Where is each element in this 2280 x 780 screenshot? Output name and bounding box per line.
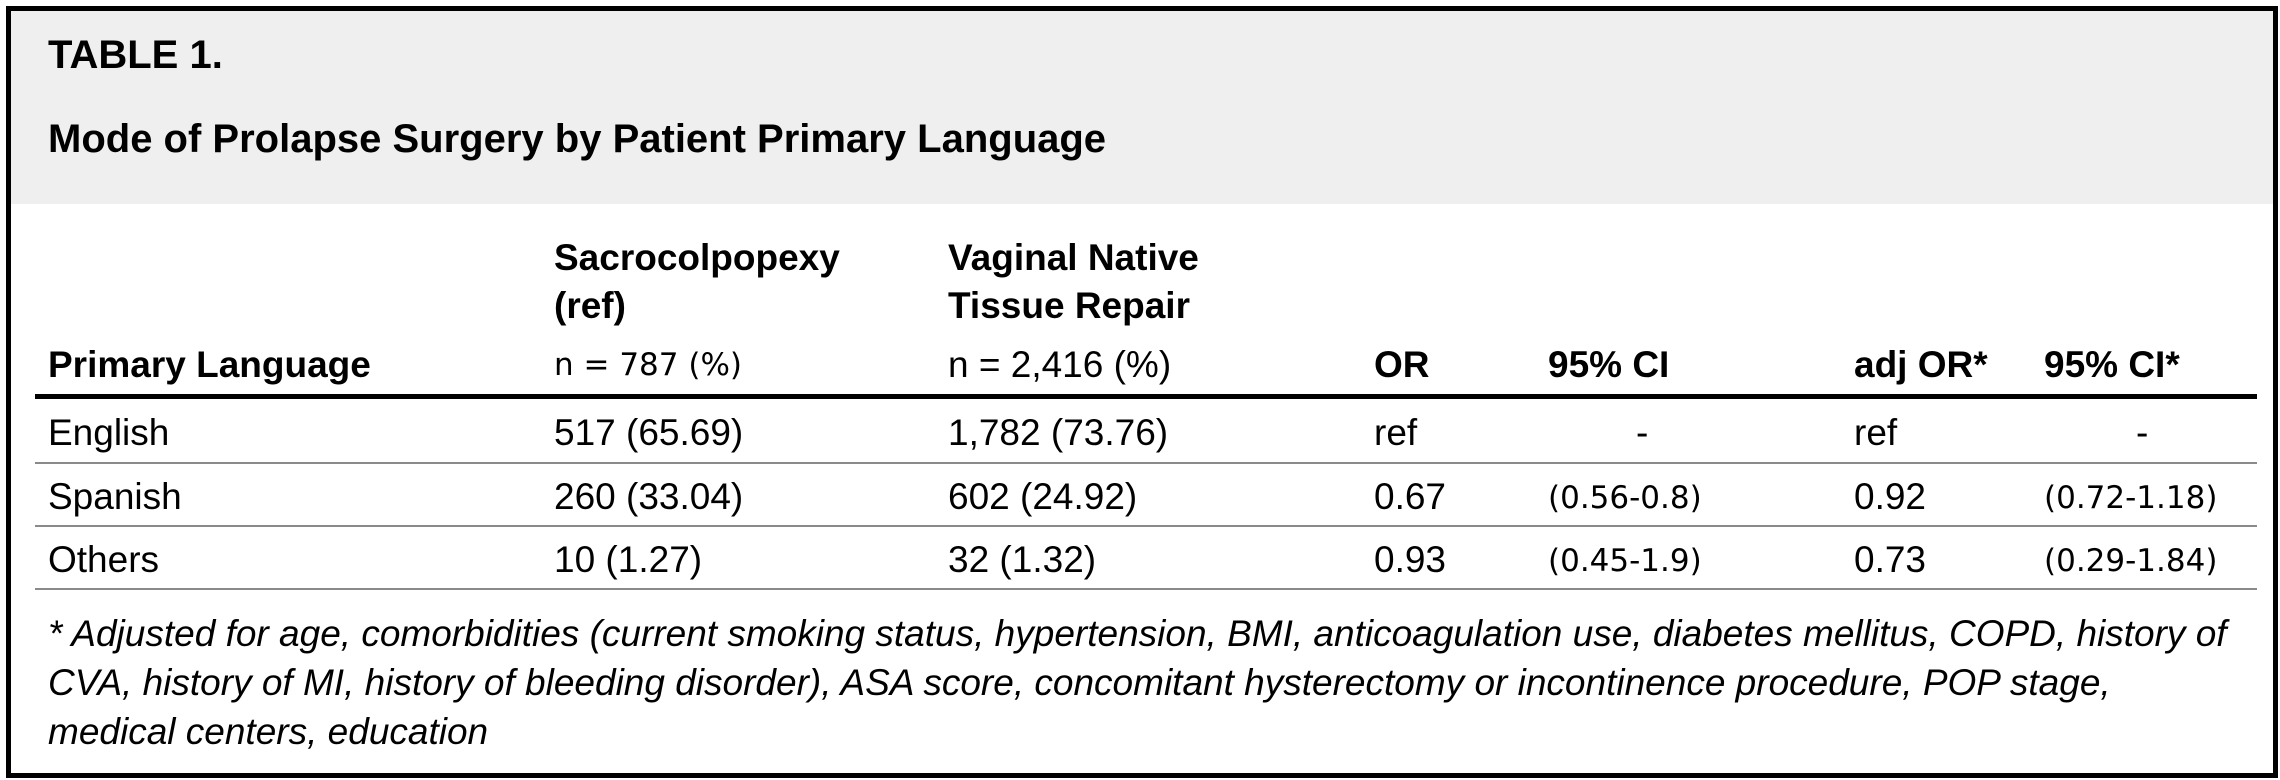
row-english-language: English xyxy=(48,412,170,453)
row-others-adj-ci: (0.29-1.84) xyxy=(2044,543,2218,579)
row-divider xyxy=(35,588,2257,590)
row-others-ci: (0.45-1.9) xyxy=(1548,543,1702,579)
row-spanish-sacro: 260 (33.04) xyxy=(554,476,744,517)
row-others-sacro: 10 (1.27) xyxy=(554,539,703,580)
row-divider xyxy=(35,525,2257,527)
row-english-or: ref xyxy=(1374,412,1418,453)
table-footnote: * Adjusted for age, comorbidities (current smoking status, hypertension, BMI, anticoagulation use, diabetes mellitus, COPD, history of CVA, history of MI, history of bleeding disorder), ASA score, concomitant hysterectomy or incontinence procedure, POP stage, medical centers, education xyxy=(48,613,2227,752)
table-label: TABLE 1. xyxy=(48,33,223,77)
header-sacro-line2: (ref) xyxy=(554,285,626,326)
row-others-adj-or: 0.73 xyxy=(1854,539,1927,580)
row-spanish-vntr: 602 (24.92) xyxy=(948,476,1138,517)
header-adj-or: adj OR* xyxy=(1854,344,1988,385)
header-or: OR xyxy=(1374,344,1430,385)
header-adj-ci: 95% CI* xyxy=(2044,344,2180,385)
row-spanish-adj-or: 0.92 xyxy=(1854,476,1927,517)
header-rule xyxy=(35,394,2257,399)
row-spanish-or: 0.67 xyxy=(1374,476,1447,517)
header-vntr-line1: Vaginal Native xyxy=(948,237,1199,278)
row-english-adj-ci: - xyxy=(2136,412,2149,453)
header-primary-language: Primary Language xyxy=(48,344,371,385)
row-others-language: Others xyxy=(48,539,160,580)
row-spanish-adj-ci: (0.72-1.18) xyxy=(2044,480,2218,516)
row-others-vntr: 32 (1.32) xyxy=(948,539,1097,580)
header-ci: 95% CI xyxy=(1548,344,1670,385)
row-spanish-ci: (0.56-0.8) xyxy=(1548,480,1702,516)
row-others-or: 0.93 xyxy=(1374,539,1447,580)
table-header-band xyxy=(11,11,2273,204)
row-divider xyxy=(35,462,2257,464)
row-english-adj-or: ref xyxy=(1854,412,1898,453)
row-spanish-language: Spanish xyxy=(48,476,182,517)
header-vntr-n: n = 2,416 (%) xyxy=(948,344,1172,385)
header-sacro-n: n = 787 (%) xyxy=(554,347,742,383)
row-english-sacro: 517 (65.69) xyxy=(554,412,744,453)
header-sacro-line1-col: Sacrocolpopexy xyxy=(554,237,840,278)
row-english-vntr: 1,782 (73.76) xyxy=(948,412,1169,453)
table-title: Mode of Prolapse Surgery by Patient Primary Language xyxy=(48,117,1107,161)
table-frame xyxy=(6,6,2278,778)
row-english-ci: - xyxy=(1636,412,1649,453)
header-vntr-line2: Tissue Repair xyxy=(948,285,1190,326)
